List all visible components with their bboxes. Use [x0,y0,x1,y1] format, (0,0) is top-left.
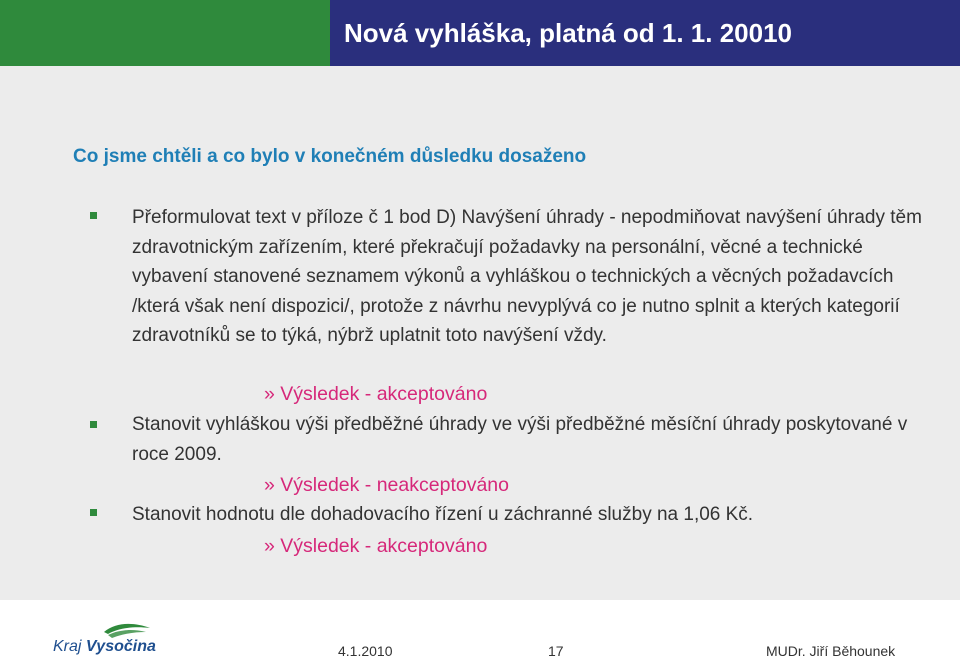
section-title: Co jsme chtěli a co bylo v konečném důsledku dosaženo [73,146,587,167]
footer-author: MUDr. Jiří Běhounek [766,643,896,659]
slide-header [0,0,960,66]
bullet-square-icon [90,212,97,219]
result-text: » Výsledek - akceptováno [264,383,488,405]
list-item: Přeformulovat text v příloze č 1 bod D) Navýšení úhrady - nepodmiňovat navýšení úhrady těm zdravotnickým zařízením, které překračují požadavky na personální, věcné a technické vybavení stanovené seznamem výkonů a vyhláškou o technických a věcných požadavcích /která však není dispozici/, protože z návrhu nevyplývá co je nutno splnit a kterých kategorií zdravotníků se to týká, nýbrž uplatnit toto navýšení vždy. [132,207,922,346]
logo-text: Kraj Vysočina [53,638,156,655]
slide-title: Nová vyhláška, platná od 1. 1. 20010 [344,18,793,48]
result-text: » Výsledek - akceptováno [264,535,488,557]
page-number: 17 [548,643,564,659]
header-green-band [0,0,330,66]
result-text: » Výsledek - neakceptováno [264,474,509,496]
bullet-square-icon [90,509,97,516]
footer-date: 4.1.2010 [338,643,393,659]
list-item: Stanovit hodnotu dle dohadovacího řízení u záchranné služby na 1,06 Kč. [132,504,754,525]
bullet-square-icon [90,421,97,428]
list-item: Stanovit vyhláškou výši předběžné úhrady ve výši předběžné měsíční úhrady poskytované v roce 2009. [132,414,908,465]
